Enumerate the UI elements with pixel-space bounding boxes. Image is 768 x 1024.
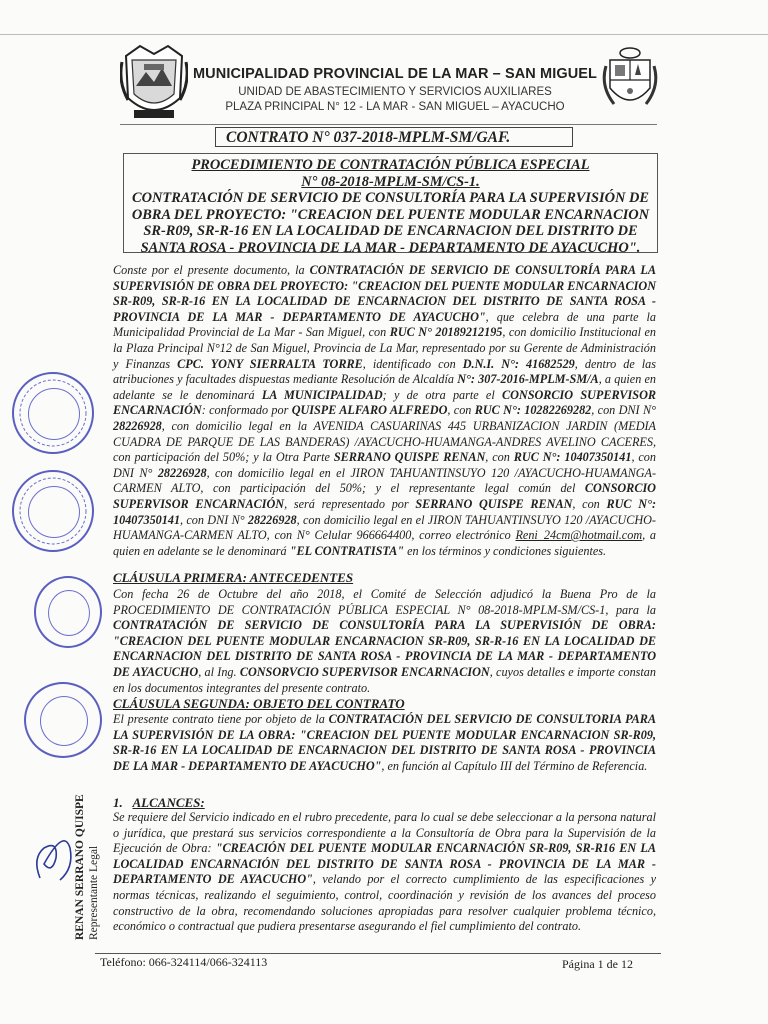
letterhead (190, 66, 600, 113)
bold-run: D.N.I. N°: 41682529 (462, 356, 575, 371)
bold-run: CONTRATACIÓN DE SERVICIO DE CONSULTORÍA PARA LA SUPERVISIÓN DE OBRA: "CREACION DEL PUENTE MODULAR ENCARNACION SR-R09, SR-R-16 EN LA LOCALIDAD DE ENCARNACION DEL DISTRITO DE SANTA ROSA - PROVINCIA DE LA MAR - DEPARTAMENTO DE AYACUCHO (113, 618, 656, 679)
text-run: Se requiere del Servicio indicado en el rubro precedente, para lo cual se debe seleccionar a la persona natural o jurídica, que prestará sus servicios correspondiente a la Consultoría de Obra para la Supervisión de la Ejecución de Obra: (113, 810, 656, 856)
institution-name: MUNICIPALIDAD PROVINCIAL DE LA MAR – SAN MIGUEL (193, 66, 597, 82)
text-run: , a quien en adelante se le denominará (113, 372, 657, 402)
bold-run: 28226928 (247, 512, 297, 527)
text-run: El presente contrato tiene por objeto de la (113, 712, 329, 726)
top-rule (0, 34, 768, 35)
bold-run: 28226928 (157, 465, 207, 480)
procedure-title: PROCEDIMIENTO DE CONTRATACIÓN PÚBLICA ESPECIAL (191, 157, 590, 173)
text-run: Conste por el presente documento, la (113, 263, 310, 277)
text-run: , con DNI N° (591, 403, 656, 418)
header-rule (120, 124, 657, 125)
procedure-box (123, 153, 658, 256)
bold-run: N°: 307-2016-MPLM-SM/A (457, 372, 599, 387)
handwritten-signature (30, 818, 80, 888)
text-run: , con (447, 403, 475, 418)
procedure-number: N° 08-2018-MPLM-SM/CS-1. (301, 173, 480, 190)
bold-run: CONSORCIO SUPERVISOR ENCARNACIÓN (113, 387, 656, 418)
bold-run: QUISPE ALFARO ALFREDO (291, 403, 448, 418)
text-run: , que celebra de una parte la Municipalidad Provincial de La Mar - San Miguel, con (113, 309, 656, 340)
text-run: : conformado por (201, 403, 292, 418)
clause-1-paragraph (113, 587, 656, 696)
bold-run: RUC N°: 10407350141 (513, 450, 632, 465)
bold-run: RUC N°: 10282269282 (474, 403, 592, 418)
text-run: , identificado con (362, 356, 463, 371)
bold-run: SERRANO QUISPE RENAN (333, 450, 486, 465)
bold-run: "EL CONTRATISTA" (289, 543, 405, 558)
municipal-seal-stamp-2 (24, 682, 102, 758)
contract-number: CONTRATO N° 037-2018-MPLM-SM/GAF. (215, 127, 573, 147)
section-number: 1. (113, 795, 123, 810)
clause-2-heading: CLÁUSULA SEGUNDA: OBJETO DEL CONTRATO (113, 696, 405, 711)
municipal-seal-stamp (12, 372, 94, 454)
procedure-description: CONTRATACIÓN DE SERVICIO DE CONSULTORÍA PARA LA SUPERVISIÓN DE OBRA DEL PROYECTO: "CREACION DEL PUENTE MODULAR ENCARNACION SR-R09, SR-R-16 EN LA LOCALIDAD DE ENCARNACION DEL DISTRITO DE SANTA ROSA - PROVINCIA DE LA MAR - DEPARTAMENTO DE AYACUCHO". (131, 190, 650, 256)
approval-stamp (12, 470, 94, 552)
unit-name: UNIDAD DE ABASTECIMIENTO Y SERVICIOS AUXILIARES (238, 86, 552, 98)
signer-role: Representante Legal (88, 845, 100, 940)
text-run: Con fecha 26 de Octubre del año 2018, el Comité de Selección adjudicó la Buena Pro de la PROCEDIMIENTO DE CONTRATACIÓN PÚBLICA ESPECIAL N° 08-2018-MPLM-SM/CS-1, para la (113, 587, 656, 617)
text-run: ; y de otra parte el (382, 387, 502, 402)
bold-run: CONTRATACIÓN DEL SERVICIO DE CONSULTORIA PARA LA SUPERVISIÓN DE LA OBRA: "CREACION DEL PUENTE MODULAR ENCARNACION SR-R09, SR-R-16 EN LA LOCALIDAD DE ENCARNACION DEL DISTRITO DE SANTA ROSA - PROVINCIA DE LA MAR - DEPARTAMENTO DE AYACUCHO" (113, 712, 656, 773)
clause-2-paragraph (113, 712, 656, 774)
text-run: , a quien en adelante se le denominará (113, 528, 657, 558)
section-1-paragraph (113, 810, 656, 935)
bold-run: RUC N° 20189212195 (389, 325, 503, 340)
national-shield-icon (600, 46, 660, 120)
text-run: , con (485, 450, 514, 465)
bold-run: RUC N°: 10407350141 (113, 496, 656, 527)
bold-run: CONSORVCIO SUPERVISOR ENCARNACION (239, 664, 490, 679)
signer-name: RENAN SERRANO QUISPE (74, 794, 86, 940)
institution-address: PLAZA PRINCIPAL N° 12 - LA MAR - SAN MIGUEL – AYACUCHO (225, 101, 565, 113)
text-run: , con domicilio Institucional en la Plaza Principal N°12 de San Miguel, Provincia de La Mar, representado por su Gerente de Administración y Finanzas (113, 325, 656, 371)
bold-run: LA MUNICIPALIDAD (261, 387, 383, 402)
seal-ring-icon (14, 374, 92, 452)
text-run: , al Ing. (198, 664, 240, 679)
text-run: , dentro de las atribuciones y facultades dispuestas mediante Resolución de Alcaldía (113, 356, 656, 387)
text-run: , con DNI N° (113, 450, 656, 480)
text-run: en los términos y condiciones siguientes. (404, 543, 607, 558)
signature-block (74, 792, 100, 942)
text-run: , con domicilio legal en la AVENIDA CASUARINAS 445 URBANIZACION JARDIN (MEDIA CUADRA DE PARQUE DE LAS BANDERAS) /AYACUCHO-HUAMANGA-ANDRES AVELINO CACERES, con participación del 50%; y la Otra Parte (113, 418, 656, 465)
bold-run: CONTRATACIÓN DE SERVICIO DE CONSULTORÍA PARA LA SUPERVISIÓN DE OBRA DEL PROYECTO: "CREACION DEL PUENTE MODULAR ENCARNACION SR-R09, SR-R-16 EN LA LOCALIDAD DE ENCARNACION DEL DISTRITO DE SANTA ROSA - PROVINCIA DE LA MAR - DEPARTAMENTO DE AYACUCHO" (113, 263, 656, 324)
bold-run: 28226928 (113, 418, 162, 433)
footer-phone: Teléfono: 066-324114/066-324113 (100, 955, 268, 969)
text-run: , con DNI N° (180, 512, 248, 527)
seal-ring-icon (14, 472, 92, 550)
text-run: , velando por el correcto cumplimiento de las especificaciones y normas técnicas, realizando el seguimiento, control, coordinación y revisión de los avances del proceso constructivo de la obra, recomendando soluciones apropiadas para resolver cualquier problema técnico, económico o contractual que pudiera presentarse asegurando el fiel cumplimiento del contrato. (113, 872, 656, 934)
bold-run: CONSORCIO SUPERVISOR ENCARNACIÓN (113, 481, 656, 511)
text-run: , en función al Capítulo III del Término de Referencia. (381, 758, 648, 773)
text-run: , con domicilio legal en el JIRON TAHUANTINSUYO 120 /AYACUCHO-HUAMANGA-CARMEN ALTO, con participación del 50%; y el representante legal común del (113, 465, 657, 496)
page-number: Página 1 de 12 (562, 957, 633, 971)
director-seal-stamp (34, 576, 102, 648)
text-run: , cuyos detalles e importe constan en los documentos integrantes del presente contrato. (113, 664, 656, 695)
footer-rule (95, 953, 661, 954)
section-title: ALCANCES: (132, 795, 205, 810)
bold-run: SERRANO QUISPE RENAN (415, 496, 573, 511)
bold-run: CPC. YONY SIERRALTA TORRE (177, 356, 363, 371)
text-run: , será representado por (284, 496, 416, 511)
bold-run: "CREACIÓN DEL PUENTE MODULAR ENCARNACIÓN SR-R09, SR-R16 EN LA LOCALIDAD ENCARNACIÓN DEL DISTRITO DE SANTA ROSA - PROVINCIA DE LA MAR - DEPARTAMENTO DE AYACUCHO" (113, 841, 656, 887)
section-1-heading (113, 795, 205, 811)
text-run: , con domicilio legal en el JIRON TAHUANTINSUYO 120 /AYACUCHO-HUAMANGA-CARMEN ALTO, con N° Celular 966664400, correo electrónico (113, 512, 656, 543)
email-link[interactable]: Reni_24cm@hotmail.com (515, 528, 643, 543)
intro-paragraph (113, 263, 656, 559)
text-run: , con (572, 496, 607, 511)
clause-1-heading: CLÁUSULA PRIMERA: ANTECEDENTES (113, 570, 354, 585)
municipal-crest-icon (120, 42, 188, 122)
